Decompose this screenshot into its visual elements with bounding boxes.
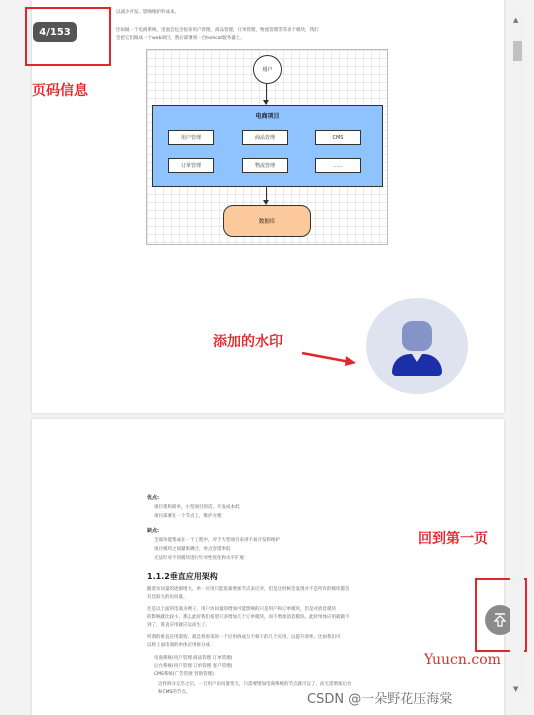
diagram-project-title: 电商项目: [255, 113, 280, 120]
pdf-page-5: [32, 419, 504, 715]
text-line: 有比较大的访问量。: [147, 595, 188, 600]
annotation-arrow-icon: [300, 348, 358, 368]
scroll-up-icon[interactable]: ▲: [513, 16, 519, 24]
csdn-credit: CSDN @一朵野花压海棠: [307, 692, 453, 707]
diagram-connector: [266, 186, 267, 200]
list-item: 项目模块之间紧密耦合，单点容错率低: [154, 547, 231, 552]
diagram-module: 用户管理: [168, 130, 214, 145]
scroll-down-icon[interactable]: ▼: [513, 685, 519, 693]
diagram-connector: [266, 83, 267, 100]
text-line: 还是以上面的电商为例子，用户访问量的增加可能影响的只是用户和订单模块，但是对消息模块: [147, 607, 336, 612]
annotation-watermark: 添加的水印: [213, 334, 283, 350]
disadvantages-label: 缺点:: [147, 528, 159, 534]
text-line: 和CMS的节点。: [158, 690, 191, 695]
user-avatar-icon: [366, 298, 468, 394]
text-line: 的影响就比较小，那么此时我们希望只多增加几个订单模块，而不增加消息模块。此时单体应用就做不: [147, 615, 350, 620]
vertical-scrollbar[interactable]: [510, 14, 524, 694]
scrollbar-thumb[interactable]: [513, 41, 522, 61]
diagram-user-node: 用户: [253, 55, 282, 84]
list-item: CMS系统(广告管理 营销管理): [154, 672, 214, 677]
text-line: 以减少开发、影响维护的成本。: [116, 10, 179, 15]
advantages-label: 优点:: [147, 495, 159, 501]
annotation-page-info: 页码信息: [32, 83, 88, 99]
text-line: 比如做一个电商系统，里面会包含很多用户管理，商品管理，订单管理，物流管理等等多个模块，我们: [116, 28, 319, 33]
diagram-project-box: [152, 105, 383, 187]
diagram-module: CMS: [315, 130, 361, 145]
text-line: 所谓的垂直应用架构，就是将原来的一个应用拆成互不相干的几个应用，以提升效率。比如我们可: [147, 635, 341, 640]
list-item: 电商系统(用户管理 商品管理 订单管理): [154, 656, 233, 661]
diagram-module: 商品管理: [242, 130, 288, 145]
list-item: 全部功能集成在一个工程中，对于大型项目来讲不易开发和维护: [154, 538, 280, 543]
text-line: 会把它们做成一个web项目，然后部署到一台tomcat服务器上。: [116, 36, 245, 41]
text-line: 到了，垂直应用就应运而生了。: [147, 623, 210, 628]
diagram-module: 物流管理: [242, 158, 288, 173]
text-line: 以将上面电商的单体应用拆分成：: [147, 643, 215, 648]
arrow-up-icon: [492, 612, 508, 628]
diagram-module: ......: [315, 158, 361, 173]
annotation-back-to-first: 回到第一页: [418, 531, 488, 547]
text-line: 随着访问量的逐渐增大，单一应用只能依靠增加节点来应对，但是这时候会发现并不是所有的模块都会: [147, 587, 350, 592]
annotation-box-page-info: [25, 7, 111, 66]
list-item: 后台系统(用户管理 订单管理 客户管理): [154, 664, 233, 669]
diagram-database-node: 数据库: [223, 205, 311, 237]
text-line: 这样拆分完毕之后，一旦用户访问量变大，只需要增加电商系统的节点就可以了，而无需增加后台: [158, 682, 352, 687]
page-indicator-badge: 4/153: [33, 22, 77, 42]
diagram-module: 订单管理: [168, 158, 214, 173]
list-item: 项目部署在一个节点上，维护方便: [154, 514, 222, 519]
list-item: 无法针对不同模块进行针对性优化和水平扩展: [154, 556, 244, 561]
section-heading: 1.1.2垂直应用架构: [147, 572, 218, 581]
brand-watermark: Yuucn.com: [424, 652, 501, 668]
architecture-diagram: [146, 49, 388, 245]
list-item: 项目架构简单，小型项目的话，开发成本低: [154, 505, 240, 510]
